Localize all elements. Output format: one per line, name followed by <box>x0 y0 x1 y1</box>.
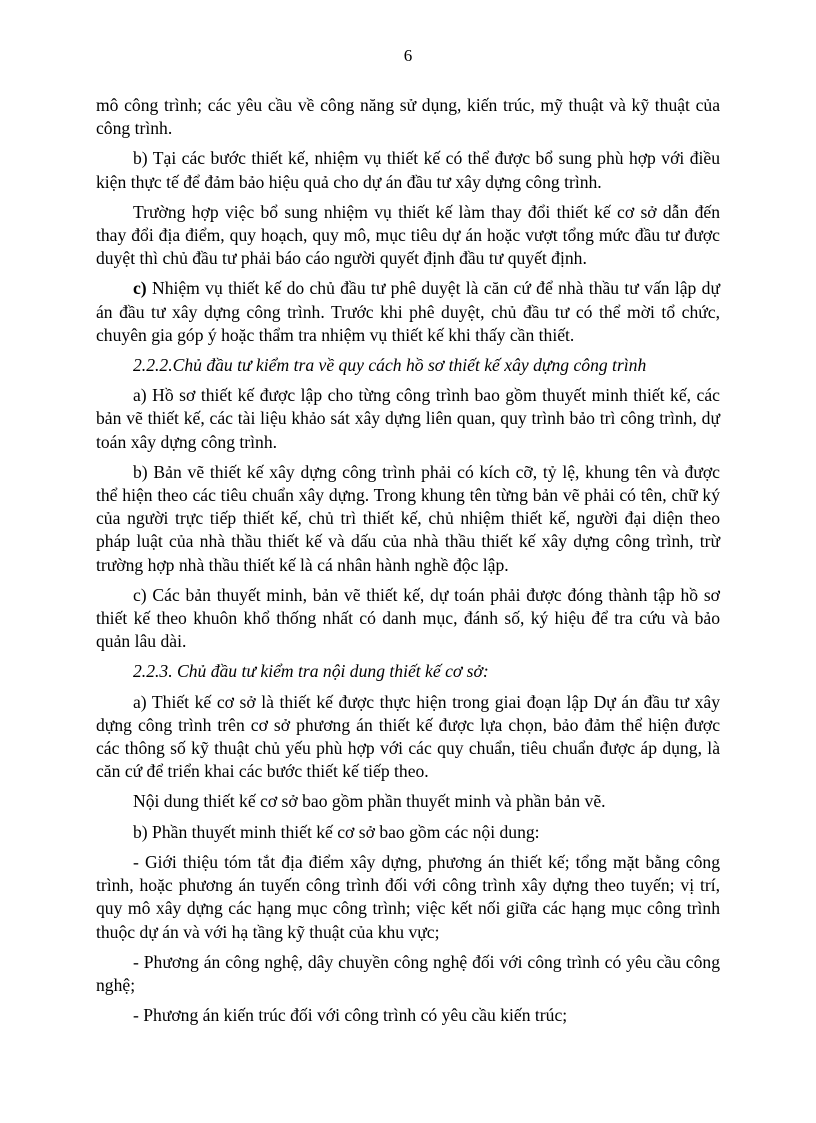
page-body <box>96 94 720 1034</box>
list-item-technology: - Phương án công nghệ, dây chuyền công nghệ đối với công trình có yêu cầu công nghệ; <box>96 951 720 995</box>
paragraph-b-explanation: b) Phần thuyết minh thiết kế cơ sở bao gồm các nội dung: <box>133 821 540 842</box>
paragraph-b-supplement: b) Tại các bước thiết kế, nhiệm vụ thiết kế có thể được bổ sung phù hợp với điều kiện thực tế để đảm bảo hiệu quả cho dự án đầu tư xây dựng công trình. <box>96 148 720 192</box>
paragraph-a-dossier: a) Hồ sơ thiết kế được lập cho từng công trình bao gồm thuyết minh thiết kế, các bản vẽ thiết kế, các tài liệu khảo sát xây dựng liên quan, quy trình bảo trì công trình, dự toán xây dựng công trình. <box>96 385 720 452</box>
paragraph-b-drawings: b) Bản vẽ thiết kế xây dựng công trình phải có kích cỡ, tỷ lệ, khung tên và được thể hiện theo các tiêu chuẩn xây dựng. Trong khung tên từng bản vẽ phải có tên, chữ ký của người trực tiếp thiết kế, chủ trì thiết kế, chủ nhiệm thiết kế, người đại diện theo pháp luật của nhà thầu thiết kế và dấu của nhà thầu thiết kế xây dựng công trình, trừ trường hợp nhà thầu thiết kế là cá nhân hành nghề độc lập. <box>96 461 720 575</box>
paragraph-c-text: Nhiệm vụ thiết kế do chủ đầu tư phê duyệt là căn cứ để nhà thầu tư vấn lập dự án đầu tư xây dựng công trình. Trước khi phê duyệt, chủ đầu tư có thể mời tổ chức, chuyên gia góp ý hoặc thẩm tra nhiệm vụ thiết kế khi thấy cần thiết. <box>96 278 720 345</box>
section-heading-2-2-3: 2.2.3. Chủ đầu tư kiểm tra nội dung thiết kế cơ sở: <box>133 661 489 682</box>
list-item-architecture: - Phương án kiến trúc đối với công trình có yêu cầu kiến trúc; <box>133 1005 568 1026</box>
list-item-site-intro: - Giới thiệu tóm tắt địa điểm xây dựng, phương án thiết kế; tổng mặt bằng công trình, hoặc phương án tuyến công trình đối với công trình xây dựng theo tuyến; vị trí, quy mô xây dựng các hạng mục công trình; việc kết nối giữa các hạng mục công trình thuộc dự án và với hạ tầng kỹ thuật của khu vực; <box>96 851 720 942</box>
paragraph-content-parts: Nội dung thiết kế cơ sở bao gồm phần thuyết minh và phần bản vẽ. <box>133 791 606 812</box>
paragraph-a-basic-design: a) Thiết kế cơ sở là thiết kế được thực hiện trong giai đoạn lập Dự án đầu tư xây dựng công trình trên cơ sở phương án thiết kế được lựa chọn, bảo đảm thể hiện được các thông số kỹ thuật chủ yếu phù hợp với các quy chuẩn, tiêu chuẩn được áp dụng, là căn cứ để triển khai các bước thiết kế tiếp theo. <box>96 691 720 782</box>
paragraph-c-approval <box>96 277 720 347</box>
section-heading-2-2-2: 2.2.2.Chủ đầu tư kiểm tra về quy cách hồ sơ thiết kế xây dựng công trình <box>133 355 647 376</box>
paragraph-c-binding: c) Các bản thuyết minh, bản vẽ thiết kế, dự toán phải được đóng thành tập hồ sơ thiết kế theo khuôn khổ thống nhất có danh mục, đánh số, ký hiệu để tra cứu và bảo quản lâu dài. <box>96 584 720 652</box>
paragraph-continuation: mô công trình; các yêu cầu về công năng sử dụng, kiến trúc, mỹ thuật và kỹ thuật của công trình. <box>96 95 720 139</box>
paragraph-change-case: Trường hợp việc bổ sung nhiệm vụ thiết kế làm thay đổi thiết kế cơ sở dẫn đến thay đổi địa điểm, quy hoạch, quy mô, mục tiêu dự án hoặc vượt tổng mức đầu tư được duyệt thì chủ đầu tư phải báo cáo người quyết định đầu tư quyết định. <box>96 201 720 269</box>
page-number: 6 <box>403 46 413 65</box>
paragraph-c-label: c) <box>133 278 147 299</box>
